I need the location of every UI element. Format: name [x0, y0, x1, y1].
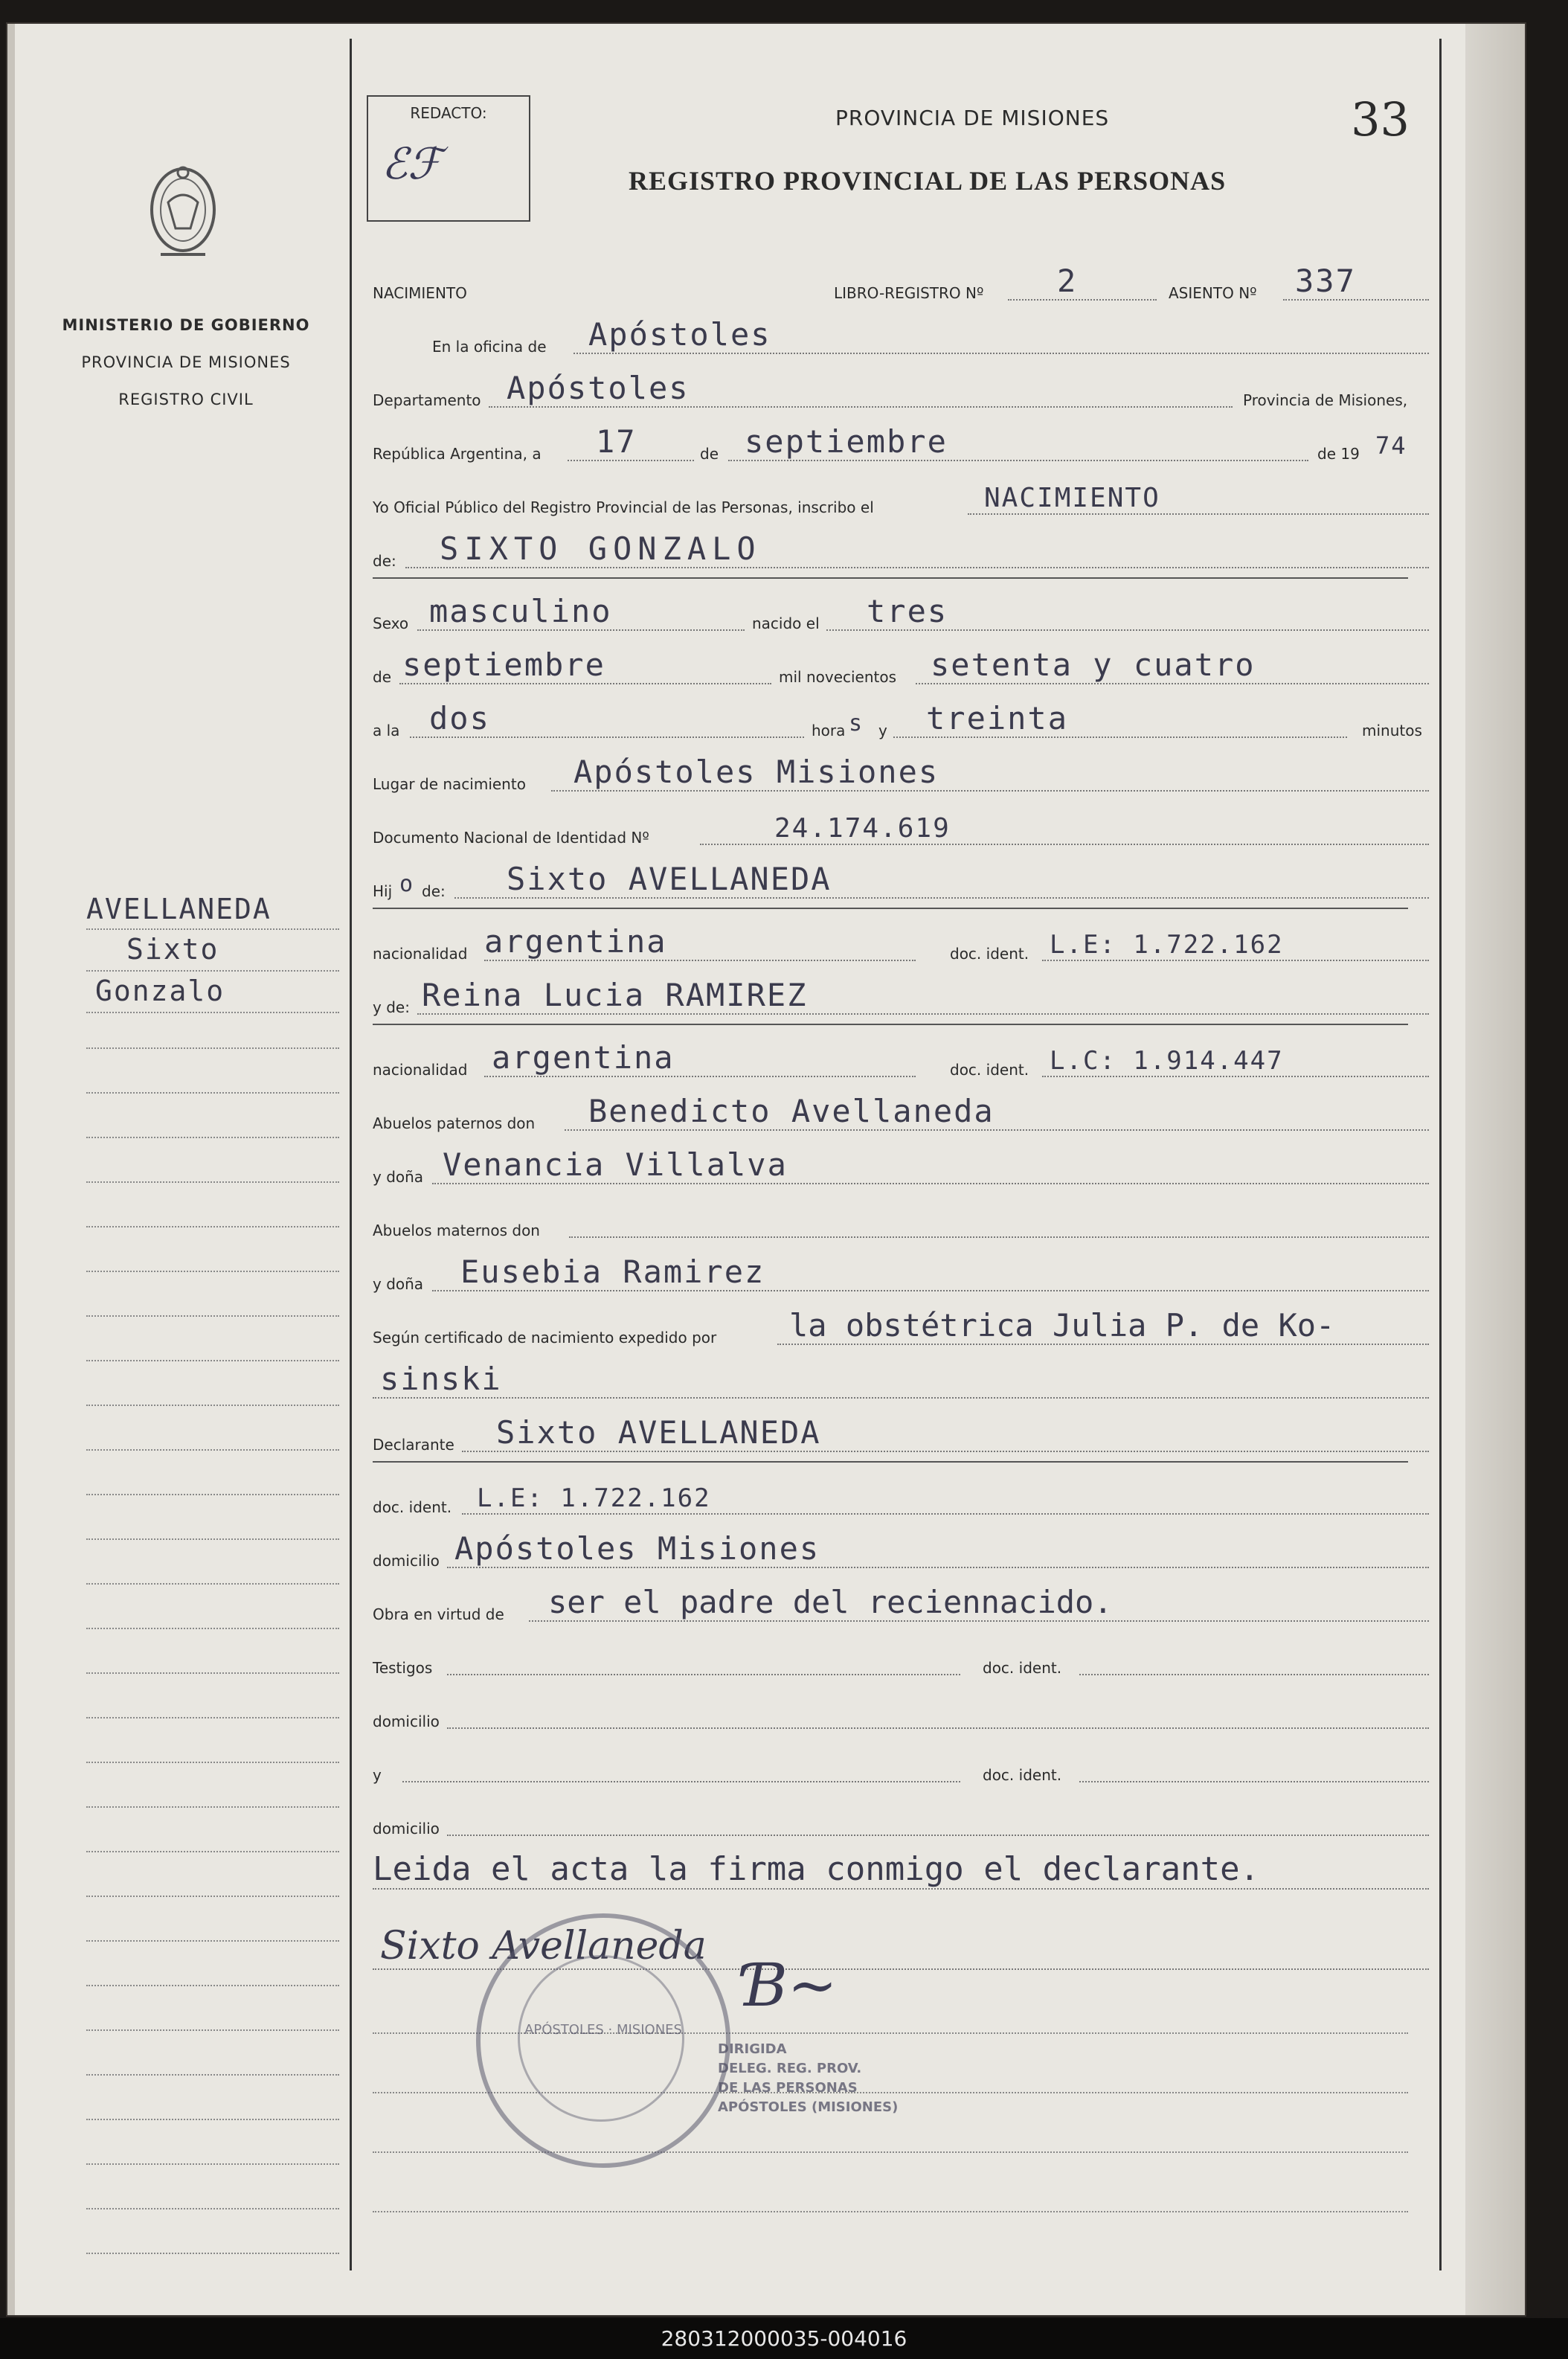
declarante-value: Sixto AVELLANEDA [496, 1414, 821, 1451]
republica-label: República Argentina, a [373, 445, 542, 463]
padre-nac-value: argentina [484, 923, 667, 960]
row-fecha [373, 423, 1424, 467]
abuelos-pat-label: Abuelos paternos don [373, 1114, 536, 1132]
closing-text: Leida el acta la firma conmigo el declarante. [373, 1850, 1260, 1888]
row-testigos-dom [373, 1690, 1424, 1735]
header-province: PROVINCIA DE MISIONES [835, 106, 1110, 130]
margin-note-name1: Sixto [126, 933, 219, 966]
domicilio-value: Apóstoles Misiones [454, 1530, 820, 1567]
row-domicilio [373, 1530, 1424, 1574]
row-hora [373, 699, 1424, 744]
row-libro [373, 262, 1424, 306]
testigo2-label: y [373, 1766, 382, 1784]
row-padre [373, 860, 1424, 905]
mes-value: septiembre [745, 423, 948, 460]
row-nacido-mes [373, 646, 1424, 690]
redacto-initials: ℰℱ [382, 138, 442, 189]
declarante-doc-value: L.E: 1.722.162 [477, 1483, 711, 1513]
inscribo-value: NACIMIENTO [984, 483, 1160, 513]
asiento-value: 337 [1295, 263, 1356, 299]
provincia-suffix: Provincia de Misiones, [1243, 391, 1408, 409]
abuelo-pat-value: Benedicto Avellaneda [588, 1093, 995, 1129]
testigo2-doc-label: doc. ident. [983, 1766, 1062, 1784]
form-column [350, 39, 1442, 2270]
ministry-registry: REGISTRO CIVIL [118, 391, 254, 408]
official-seal [476, 1913, 730, 2168]
declarante-signature: Sixto Avellaneda [380, 1924, 707, 1968]
row-abuelo-mat [373, 1199, 1424, 1244]
stamp-line-2: DELEG. REG. PROV. [718, 2061, 862, 2076]
padre-doc-label: doc. ident. [950, 945, 1029, 963]
oficina-value: Apóstoles [588, 316, 771, 353]
hora-value: dos [429, 700, 490, 736]
abuela-mat-value: Eusebia Ramirez [460, 1254, 765, 1290]
minutos-label: minutos [1362, 722, 1422, 739]
madre-label: y de: [373, 998, 410, 1016]
testigos-label: Testigos [373, 1659, 433, 1677]
folio-number: 33 [1351, 92, 1410, 147]
image-id-footer: 280312000035-004016 [0, 2318, 1568, 2359]
testigos-doc-label: doc. ident. [983, 1659, 1062, 1677]
minutos-value: treinta [926, 700, 1069, 736]
row-madre [373, 976, 1424, 1021]
sexo-label: Sexo [373, 614, 409, 632]
de2-label: de [373, 668, 391, 686]
libro-label: LIBRO-REGISTRO Nº [834, 284, 984, 302]
page-edge [1465, 24, 1525, 2315]
lugar-label: Lugar de nacimiento [373, 775, 526, 793]
abuela-pat-value: Venancia Villalva [443, 1146, 788, 1183]
dia-value: 17 [596, 423, 637, 460]
hijo-de-label: de: [422, 882, 446, 900]
row-testigo2 [373, 1744, 1424, 1788]
row-certificado [373, 1306, 1424, 1351]
redacto-label: REDACTO: [410, 104, 487, 122]
register-page [7, 24, 1525, 2315]
row-madre-nac [373, 1039, 1424, 1083]
nacido-anio-value: setenta y cuatro [931, 646, 1256, 683]
nacido-dia-value: tres [867, 593, 948, 629]
libro-value: 2 [1057, 263, 1078, 299]
row-abuelo-pat [373, 1092, 1424, 1137]
nacido-mes-value: septiembre [402, 646, 605, 683]
madre-nac-value: argentina [492, 1039, 675, 1076]
certificado-value: la obstétrica Julia P. de Ko- [789, 1307, 1335, 1344]
redacto-box [367, 95, 530, 222]
row-closing [373, 1851, 1424, 1896]
row-obra [373, 1583, 1424, 1628]
row-abuela-mat [373, 1253, 1424, 1297]
ministry-name: MINISTERIO DE GOBIERNO [62, 316, 310, 334]
madre-doc-label: doc. ident. [950, 1061, 1029, 1079]
departamento-label: Departamento [373, 391, 481, 409]
departamento-value: Apóstoles [507, 370, 690, 406]
inscribo-label: Yo Oficial Público del Registro Provincial de las Personas, inscribo el [373, 498, 874, 516]
row-declarante-doc [373, 1476, 1424, 1521]
obra-value: ser el padre del reciennacido. [548, 1584, 1113, 1620]
nombre-value: SIXTO GONZALO [440, 530, 762, 567]
certificado-label: Según certificado de nacimiento expedido por [373, 1329, 717, 1347]
nacionalidad-label: nacionalidad [373, 945, 468, 963]
y-label: y [878, 722, 887, 739]
declarante-label: Declarante [373, 1436, 454, 1454]
row-abuela-pat [373, 1146, 1424, 1190]
row-inscribo [373, 476, 1424, 521]
hijo-label: Hij [373, 882, 393, 900]
row-testigos [373, 1637, 1424, 1681]
ministry-province: PROVINCIA DE MISIONES [81, 353, 291, 371]
nacido-label: nacido el [752, 614, 820, 632]
dni-label: Documento Nacional de Identidad Nº [373, 829, 649, 847]
declarante-doc-label: doc. ident. [373, 1498, 452, 1516]
padre-value: Sixto AVELLANEDA [507, 861, 832, 897]
row-declarante [373, 1413, 1424, 1458]
madre-doc-value: L.C: 1.914.447 [1050, 1046, 1284, 1076]
section-label: NACIMIENTO [373, 284, 467, 302]
testigos-dom-label: domicilio [373, 1713, 440, 1730]
stamp-line-3: DE LAS PERSONAS [718, 2080, 858, 2096]
ministry-block [37, 306, 335, 418]
row-certificado-cont [373, 1360, 1424, 1405]
abuelos-mat-label: Abuelos maternos don [373, 1222, 540, 1239]
row-lugar [373, 753, 1424, 797]
testigo2-dom-label: domicilio [373, 1820, 440, 1838]
obra-label: Obra en virtud de [373, 1605, 504, 1623]
horas-s: s [849, 710, 864, 736]
seal-text: APÓSTOLES · MISIONES [524, 2022, 682, 2038]
official-signature-icon: Ɓ~ [744, 1951, 838, 2020]
a-la-label: a la [373, 722, 400, 739]
stamp-line-4: APÓSTOLES (MISIONES) [718, 2099, 899, 2115]
domicilio-label: domicilio [373, 1552, 440, 1570]
row-oficina [373, 315, 1424, 360]
certificado-value-cont: sinski [380, 1361, 502, 1397]
row-testigo2-dom [373, 1797, 1424, 1842]
row-departamento [373, 369, 1424, 414]
delegation-stamp [718, 2040, 956, 2159]
hijo-o: o [399, 871, 415, 897]
anio-prefix: de 19 [1317, 445, 1360, 463]
nombre-label: de: [373, 552, 396, 570]
provincial-crest-icon [146, 158, 220, 269]
row-nombre [373, 530, 1424, 574]
asiento-label: ASIENTO Nº [1169, 284, 1257, 302]
lugar-value: Apóstoles Misiones [573, 754, 939, 790]
row-padre-nac [373, 922, 1424, 967]
sexo-value: masculino [429, 593, 612, 629]
row-dni [373, 806, 1424, 851]
dni-value: 24.174.619 [774, 813, 951, 844]
stamp-line-1: DIRIGIDA [718, 2041, 787, 2057]
anio-value: 74 [1375, 431, 1407, 460]
row-sexo [373, 592, 1424, 637]
abuela-pat-label: y doña [373, 1168, 424, 1186]
madre-value: Reina Lucia RAMIREZ [422, 977, 808, 1013]
padre-doc-value: L.E: 1.722.162 [1050, 930, 1284, 960]
oficina-label: En la oficina de [432, 338, 547, 356]
de-label: de [700, 445, 719, 463]
left-margin-column [7, 24, 350, 2315]
madre-nac-label: nacionalidad [373, 1061, 468, 1079]
mil-label: mil novecientos [779, 668, 897, 686]
margin-note-surname: AVELLANEDA [86, 893, 271, 925]
abuela-mat-label: y doña [373, 1275, 424, 1293]
registry-title: REGISTRO PROVINCIAL DE LAS PERSONAS [629, 166, 1227, 196]
margin-note-name2: Gonzalo [95, 975, 225, 1007]
horas-label: hora [812, 722, 846, 739]
